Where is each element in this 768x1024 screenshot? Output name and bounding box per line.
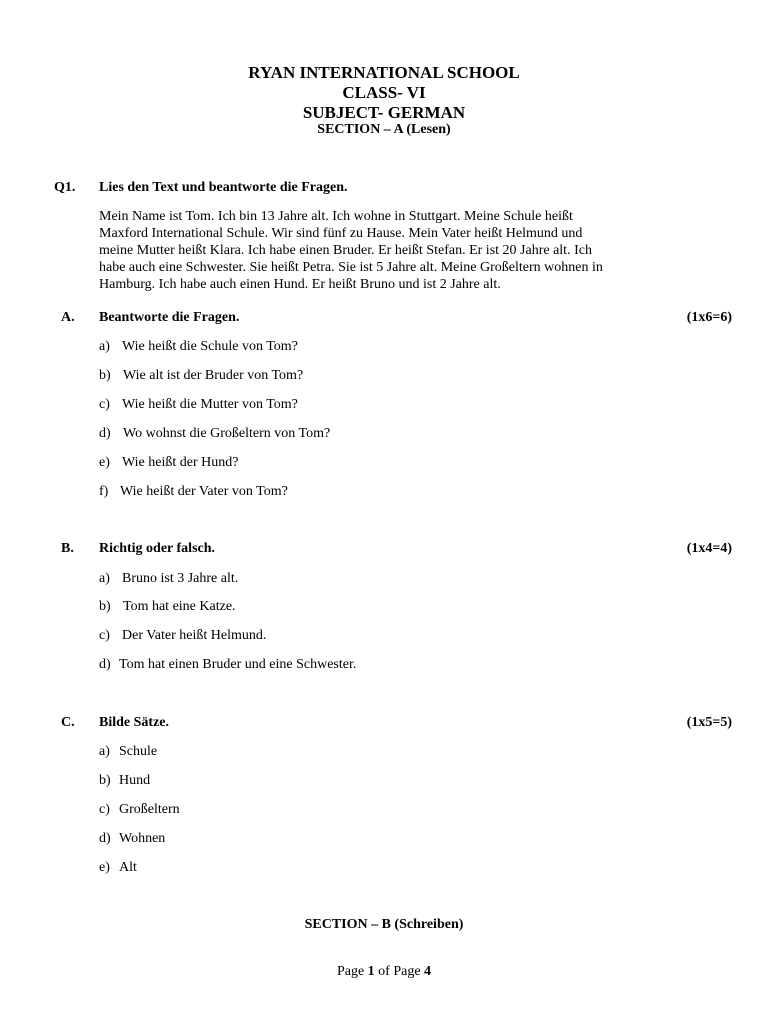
subject-title: SUBJECT- GERMAN <box>302 103 466 122</box>
list-item <box>99 773 150 789</box>
footer-page-word: Page <box>336 964 365 979</box>
list-item <box>99 657 356 673</box>
list-item <box>99 426 330 442</box>
item-label: d) <box>99 657 111 672</box>
footer-current-page: 1 <box>367 964 375 979</box>
list-item <box>99 484 288 500</box>
item-text: Wohnen <box>119 831 166 846</box>
school-name: RYAN INTERNATIONAL SCHOOL <box>248 63 520 82</box>
part-c-label: C. <box>61 715 75 730</box>
list-item <box>99 628 266 644</box>
item-label: c) <box>99 628 110 643</box>
item-label: e) <box>99 455 110 470</box>
item-text: Schule <box>119 744 158 759</box>
list-item <box>99 571 238 587</box>
item-text: Tom hat eine Katze. <box>123 599 236 614</box>
item-text: Großeltern <box>119 802 180 817</box>
item-label: c) <box>99 397 110 412</box>
item-label: b) <box>99 599 111 614</box>
passage-line: meine Mutter heißt Klara. Ich habe einen Bruder. Er heißt Stefan. Er ist 20 Jahre alt. Ich <box>99 243 592 258</box>
list-item <box>99 744 157 760</box>
list-item <box>99 397 298 413</box>
question-instruction: Lies den Text und beantworte die Fragen. <box>99 180 348 195</box>
item-label: f) <box>99 484 109 499</box>
item-text: Wie heißt der Hund? <box>122 455 239 470</box>
item-text: Bruno ist 3 Jahre alt. <box>122 571 239 586</box>
part-b-marks: (1x4=4) <box>686 541 732 556</box>
part-b-label: B. <box>61 541 74 556</box>
item-text: Wie heißt der Vater von Tom? <box>120 484 288 499</box>
question-number: Q1. <box>54 180 76 195</box>
list-item <box>99 368 303 384</box>
class-title: CLASS- VI <box>342 83 426 102</box>
passage-line: Mein Name ist Tom. Ich bin 13 Jahre alt. Ich wohne in Stuttgart. Meine Schule heißt <box>99 209 573 224</box>
item-text: Hund <box>119 773 151 788</box>
item-label: a) <box>99 571 110 586</box>
list-item <box>99 339 298 355</box>
part-c-title: Bilde Sätze. <box>99 715 169 730</box>
item-label: d) <box>99 831 111 846</box>
item-label: a) <box>99 339 110 354</box>
list-item <box>99 599 236 615</box>
section-a-title: SECTION – A (Lesen) <box>317 122 451 137</box>
passage-line: habe auch eine Schwester. Sie heißt Petra. Sie ist 5 Jahre alt. Meine Großeltern wohnen in <box>99 260 603 275</box>
item-label: d) <box>99 426 111 441</box>
item-text: Tom hat einen Bruder und eine Schwester. <box>119 657 357 672</box>
reading-passage <box>99 208 679 293</box>
item-label: c) <box>99 802 110 817</box>
item-text: Wie alt ist der Bruder von Tom? <box>123 368 304 383</box>
list-item <box>99 455 238 471</box>
item-text: Der Vater heißt Helmund. <box>122 628 267 643</box>
list-item <box>99 831 165 847</box>
item-text: Wie heißt die Schule von Tom? <box>122 339 298 354</box>
item-label: a) <box>99 744 110 759</box>
passage-line: Maxford International Schule. Wir sind fünf zu Hause. Mein Vater heißt Helmund und <box>99 226 583 241</box>
passage-line: Hamburg. Ich habe auch einen Hund. Er heißt Bruno und ist 2 Jahre alt. <box>99 277 501 292</box>
list-item <box>99 802 180 818</box>
item-label: b) <box>99 368 111 383</box>
item-label: e) <box>99 860 110 875</box>
item-text: Alt <box>119 860 137 875</box>
section-b-title: SECTION – B (Schreiben) <box>304 917 464 932</box>
footer-of-page: of Page <box>378 964 421 979</box>
item-label: b) <box>99 773 111 788</box>
part-b-title: Richtig oder falsch. <box>99 541 216 556</box>
list-item <box>99 860 137 876</box>
part-c-marks: (1x5=5) <box>686 715 732 730</box>
footer-total-pages: 4 <box>424 964 432 979</box>
part-a-marks: (1x6=6) <box>686 310 732 325</box>
page-footer <box>0 964 768 980</box>
item-text: Wo wohnst die Großeltern von Tom? <box>123 426 331 441</box>
item-text: Wie heißt die Mutter von Tom? <box>122 397 298 412</box>
part-a-label: A. <box>61 310 75 325</box>
part-a-title: Beantworte die Fragen. <box>99 310 240 325</box>
